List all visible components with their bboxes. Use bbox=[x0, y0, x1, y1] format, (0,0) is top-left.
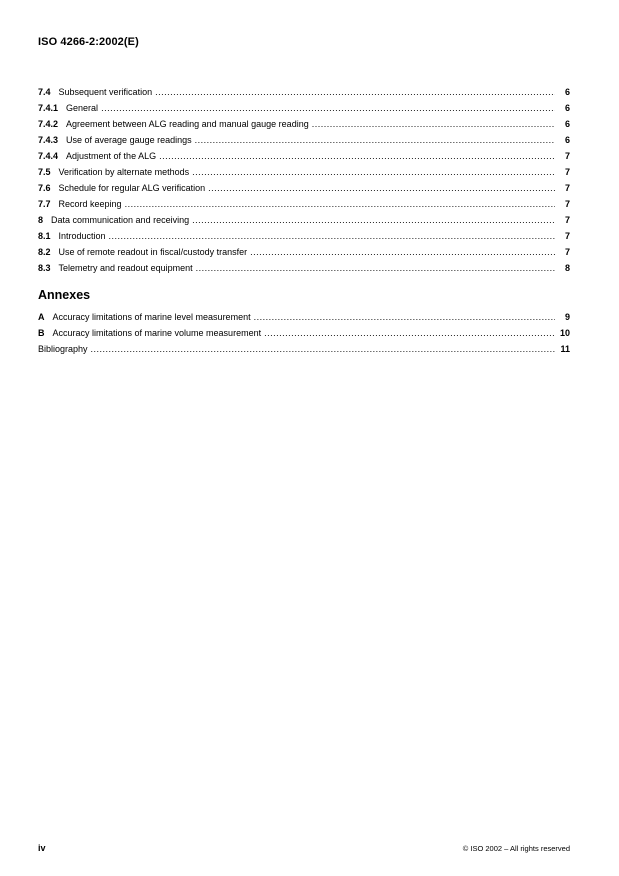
dot-leader bbox=[192, 164, 555, 180]
toc-entry-page: 7 bbox=[564, 151, 570, 161]
toc-entry-title: General bbox=[66, 103, 99, 113]
dot-leader bbox=[208, 180, 555, 196]
dot-leader bbox=[192, 212, 555, 228]
bibliography-entry[interactable] bbox=[38, 341, 570, 357]
annex-entry-letter: B bbox=[38, 328, 45, 338]
toc-entry-title: Adjustment of the ALG bbox=[66, 151, 157, 161]
toc-entry-page: 7 bbox=[564, 199, 570, 209]
annex-entry-title: Accuracy limitations of marine volume measurement bbox=[52, 328, 262, 338]
toc-entry[interactable] bbox=[38, 148, 570, 164]
toc-entry[interactable] bbox=[38, 116, 570, 132]
dot-leader bbox=[109, 228, 555, 244]
dot-leader bbox=[91, 341, 555, 357]
toc-entry-number: 7.5 bbox=[38, 167, 51, 177]
toc-entry[interactable] bbox=[38, 244, 570, 260]
annex-entry-title: Accuracy limitations of marine level measurement bbox=[52, 312, 251, 322]
toc-entry[interactable] bbox=[38, 260, 570, 276]
toc-entry-page: 8 bbox=[564, 263, 570, 273]
toc-entry-number: 7.4 bbox=[38, 87, 51, 97]
bibliography-title: Bibliography bbox=[38, 344, 88, 354]
toc-entry-title: Subsequent verification bbox=[58, 87, 153, 97]
dot-leader bbox=[101, 100, 555, 116]
toc-entry-number: 8.1 bbox=[38, 231, 51, 241]
dot-leader bbox=[196, 260, 555, 276]
annex-entry-page: 9 bbox=[564, 312, 570, 322]
toc-entry[interactable] bbox=[38, 180, 570, 196]
toc-entry[interactable] bbox=[38, 212, 570, 228]
toc-entry-number: 8 bbox=[38, 215, 44, 225]
toc-entry-number: 7.4.4 bbox=[38, 151, 59, 161]
dot-leader bbox=[254, 309, 555, 325]
annexes-heading: Annexes bbox=[38, 288, 91, 302]
bibliography-page: 11 bbox=[560, 344, 570, 354]
toc-entry-number: 8.3 bbox=[38, 263, 51, 273]
toc-entry-page: 7 bbox=[564, 247, 570, 257]
toc-entry-title: Schedule for regular ALG verification bbox=[58, 183, 206, 193]
copyright-notice: © ISO 2002 – All rights reserved bbox=[462, 844, 570, 853]
toc-entry-page: 6 bbox=[564, 119, 570, 129]
toc-entry-number: 7.4.3 bbox=[38, 135, 59, 145]
dot-leader bbox=[125, 196, 555, 212]
dot-leader bbox=[159, 148, 555, 164]
toc-entry-title: Introduction bbox=[58, 231, 106, 241]
toc-entry-number: 7.7 bbox=[38, 199, 51, 209]
toc-entry-number: 7.4.2 bbox=[38, 119, 59, 129]
toc-entry[interactable] bbox=[38, 132, 570, 148]
toc-entry-title: Verification by alternate methods bbox=[58, 167, 190, 177]
toc-entry[interactable] bbox=[38, 164, 570, 180]
toc-entry-title: Data communication and receiving bbox=[51, 215, 190, 225]
toc-entry-title: Use of remote readout in fiscal/custody transfer bbox=[58, 247, 248, 257]
toc-entry[interactable] bbox=[38, 228, 570, 244]
annex-entry-page: 10 bbox=[559, 328, 570, 338]
toc-entry-title: Agreement between ALG reading and manual gauge reading bbox=[66, 119, 309, 129]
toc-entry-number: 7.4.1 bbox=[38, 103, 59, 113]
toc-entry-page: 7 bbox=[564, 231, 570, 241]
document-id-header: ISO 4266-2:2002(E) bbox=[38, 36, 139, 48]
toc-entry-number: 8.2 bbox=[38, 247, 51, 257]
annex-entry-letter: A bbox=[38, 312, 45, 322]
page-number: iv bbox=[38, 843, 46, 853]
toc-entry-number: 7.6 bbox=[38, 183, 51, 193]
dot-leader bbox=[312, 116, 555, 132]
toc-entry-page: 7 bbox=[564, 215, 570, 225]
toc-entry-title: Use of average gauge readings bbox=[66, 135, 192, 145]
annex-entry[interactable] bbox=[38, 309, 570, 325]
dot-leader bbox=[250, 244, 555, 260]
table-of-contents bbox=[38, 84, 570, 357]
dot-leader bbox=[264, 325, 555, 341]
toc-entry-page: 6 bbox=[564, 135, 570, 145]
toc-entry-page: 6 bbox=[564, 87, 570, 97]
toc-entry-page: 7 bbox=[564, 183, 570, 193]
dot-leader bbox=[195, 132, 555, 148]
toc-entry[interactable] bbox=[38, 100, 570, 116]
toc-entry-title: Telemetry and readout equipment bbox=[58, 263, 193, 273]
dot-leader bbox=[155, 84, 555, 100]
toc-entry-title: Record keeping bbox=[58, 199, 122, 209]
toc-entry-page: 6 bbox=[564, 103, 570, 113]
annex-entry[interactable] bbox=[38, 325, 570, 341]
toc-entry-page: 7 bbox=[564, 167, 570, 177]
toc-entry[interactable] bbox=[38, 84, 570, 100]
toc-entry[interactable] bbox=[38, 196, 570, 212]
